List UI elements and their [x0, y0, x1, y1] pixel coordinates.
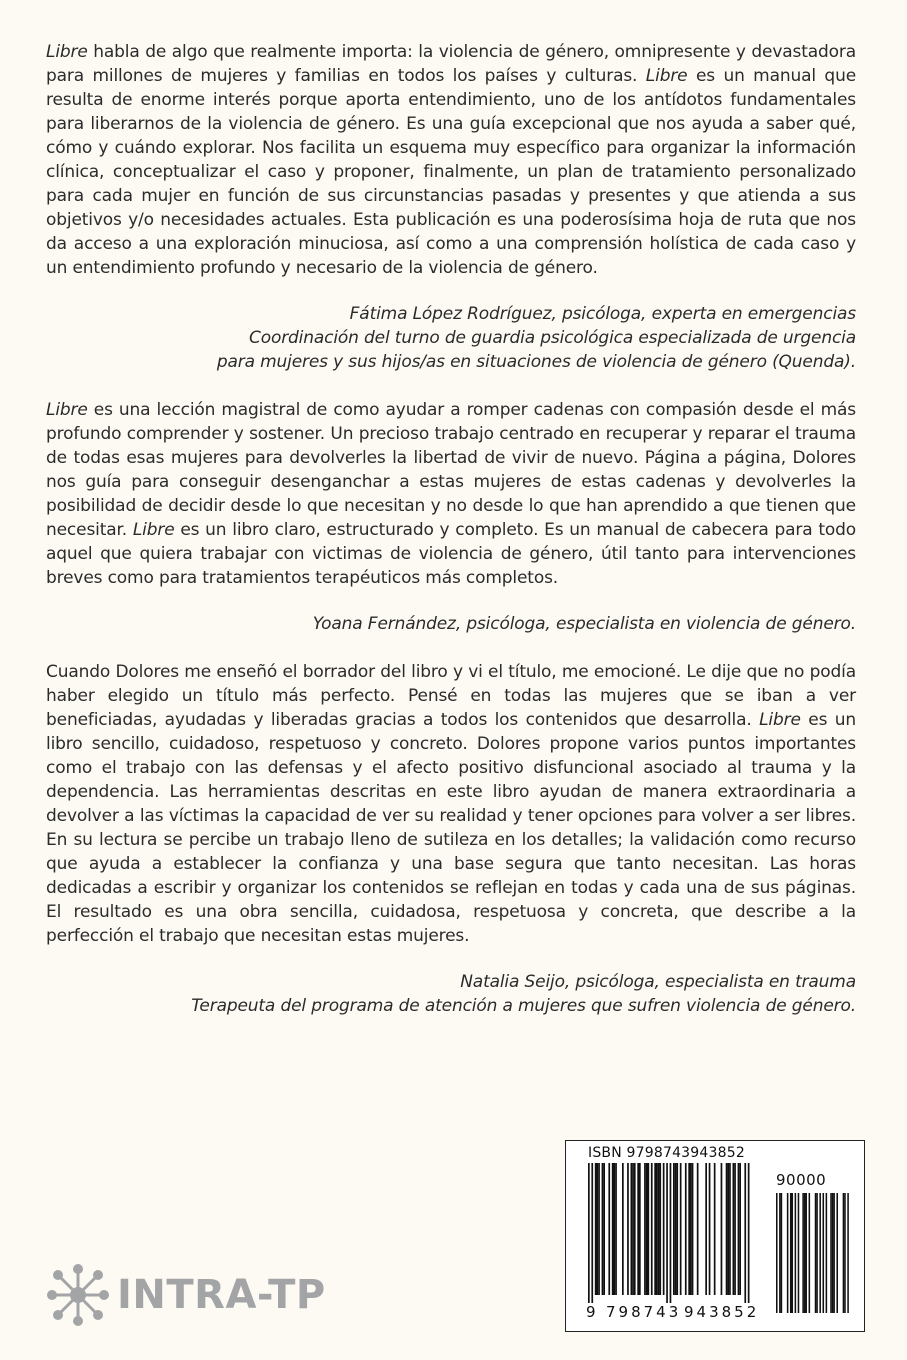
barcode-bar [654, 1163, 656, 1295]
barcode-bar [705, 1163, 707, 1295]
barcode-bar [603, 1163, 605, 1295]
barcode-bar [622, 1163, 624, 1295]
addon-bar [795, 1193, 797, 1313]
attribution-3-role: Terapeuta del programa de atención a mujeres que sufren violencia de género. [191, 996, 856, 1016]
barcode-bar [697, 1163, 699, 1295]
barcode-bar [692, 1163, 694, 1295]
barcode-bar [726, 1163, 728, 1295]
barcode-bar [631, 1163, 633, 1295]
attribution-1-role-cont: para mujeres y sus hijos/as en situaciones de violencia de género (Quenda). [216, 352, 856, 372]
addon-bar [792, 1193, 794, 1313]
isbn-label: ISBN 9798743943852 [588, 1145, 745, 1161]
barcode-bar [688, 1163, 690, 1295]
addon-bar [779, 1193, 781, 1313]
book-title: Libre [645, 66, 688, 86]
barcode-bar [646, 1163, 648, 1295]
barcode-bar [734, 1163, 736, 1295]
barcode-bar [659, 1163, 661, 1295]
book-title: Libre [759, 710, 801, 730]
barcode-bar [663, 1163, 665, 1295]
barcode-bar [685, 1163, 687, 1295]
addon-bar [809, 1193, 811, 1313]
addon-bar [815, 1193, 817, 1313]
barcode-bar [680, 1163, 682, 1295]
barcode-bar [721, 1163, 723, 1295]
attribution-1-role: Coordinación del turno de guardia psicológica especializada de urgencia [248, 328, 856, 348]
molecule-network-icon [45, 1262, 111, 1328]
book-title: Libre [46, 400, 88, 420]
barcode-bar [608, 1163, 610, 1295]
addon-bar [787, 1193, 789, 1313]
barcode-bar [733, 1163, 735, 1295]
review-3: Cuando Dolores me enseñó el borrador del libro y vi el título, me emocioné. Le dije que no podía haber elegido un título más perfecto. Pensé en todas las mujeres que se iban a ver beneficiadas, ayudadas y liberadas gracias a todos los contenidos que desarrolla. Libre es un libro sencillo, cuidadoso, respetuoso y concreto. Dolores propone varios puntos importantes como el trabajo con las defensas y el afecto positivo disfuncional asociado al trauma y la dependencia. Las herramientas descritas en este libro ayudan de manera extraordinaria a devolver a las víctimas la capacidad de ver su realidad y tener opciones para volver a ser libres. En su lectura se percibe un trabajo lleno de sutileza en los detalles; la validación como recurso que ayuda a establecer la confianza y una base segura que tanto necesitan. Las horas dedicadas a escribir y organizar los contenidos se reflejan en todas y cada una de sus páginas. El resultado es una obra sencilla, cuidadosa, respetuosa y concreta, que describe a la perfección el trabajo que necesitan estas mujeres. [46, 662, 856, 946]
barcode-bar [634, 1163, 636, 1295]
addon-bar [833, 1193, 835, 1313]
addon-bar [819, 1193, 821, 1313]
addon-bar [843, 1193, 845, 1313]
addon-bar [847, 1193, 849, 1313]
barcode-bar [744, 1163, 746, 1303]
barcode-bar [614, 1163, 616, 1295]
addon-bar [816, 1193, 818, 1313]
addon-bar [836, 1193, 838, 1313]
barcode-bar [727, 1163, 729, 1295]
addon-bar [844, 1193, 846, 1313]
barcode-bar [676, 1163, 678, 1295]
barcode-bar [748, 1163, 750, 1303]
review-1: Libre habla de algo que realmente importa: la violencia de género, omnipresente y devastadora para millones de mujeres y familias en todos los países y culturas. Libre es un manual que resulta de enorme interés porque aporta entendimiento, uno de los antídotos fundamentales para liberarnos de la violencia de género. Es una guía excepcional que nos ayuda a saber qué, cómo y cuándo explorar. Nos facilita un esquema muy específico para organizar la información clínica, conceptualizar el caso y proponer, finalmente, un plan de tratamiento personalizado para cada mujer en función de sus circunstancias pasadas y presentes y que atienda a sus objetivos y/o necesidades actuales. Esta publicación es una poderosísima hoja de ruta que nos da acceso a una exploración minuciosa, así como a una comprensión holística de cada caso y un entendimiento profundo y necesario de la violencia de género. [46, 42, 857, 278]
barcode-bar [714, 1163, 716, 1295]
book-title: Libre [132, 520, 175, 540]
barcode-bar [739, 1163, 741, 1295]
barcode-bar [615, 1163, 617, 1295]
addon-bar [802, 1193, 804, 1313]
barcode-right-digits: 943852 [684, 1303, 760, 1321]
publisher-logo [45, 1262, 326, 1328]
barcode-bar [637, 1163, 639, 1295]
addon-bar [804, 1193, 806, 1313]
barcode-bar [709, 1163, 711, 1295]
barcode-bar [738, 1163, 740, 1295]
addon-bar [805, 1193, 807, 1313]
addon-bar [790, 1193, 792, 1313]
barcode-bar [648, 1163, 650, 1295]
barcode-bar [627, 1163, 629, 1295]
barcode-bar [670, 1163, 672, 1303]
barcode-bar [639, 1163, 641, 1295]
barcode-left-digits: 798743 [606, 1303, 682, 1321]
book-title: Libre [46, 42, 88, 62]
attribution-1-name: Fátima López Rodríguez, psicóloga, experta en emergencias [349, 304, 856, 324]
barcode-bar [595, 1163, 597, 1295]
barcode-bar [658, 1163, 660, 1295]
addon-bar [830, 1193, 832, 1313]
barcode-bar [729, 1163, 731, 1295]
barcode-bar [597, 1163, 599, 1295]
addon-bar [781, 1193, 783, 1313]
back-cover-text [46, 40, 856, 1018]
review-2: Libre es una lección magistral de como ayudar a romper cadenas con compasión desde el más profundo comprender y sostener. Un precioso trabajo centrado en recuperar y reparar el trauma de todas esas mujeres para devolverles la libertad de vivir de nuevo. Página a página, Dolores nos guía para conseguir desenganchar a estas mujeres de estas cadenas y devolverles la posibilidad de decidir desde lo que necesitan y no desde lo que han aprendido a que tienen que necesitar. Libre es un libro claro, estructurado y completo. Es un manual de cabecera para todo aquel que quiera trabajar con victimas de violencia de género, útil tanto para intervenciones breves como para tratamientos terapéuticos más completos. [46, 400, 857, 588]
barcode-bar [644, 1163, 646, 1295]
barcode-bar [690, 1163, 692, 1295]
barcode-bar [632, 1163, 634, 1295]
barcode-bar [588, 1163, 590, 1303]
barcode-bar [591, 1163, 593, 1303]
addon-bar [776, 1193, 778, 1313]
barcode-first-digit: 9 [586, 1303, 596, 1321]
addon-bar [832, 1193, 834, 1313]
publisher-name: INTRA-TP [117, 1272, 326, 1318]
barcode-bar [598, 1163, 600, 1295]
isbn-barcode [565, 1140, 865, 1332]
barcode-bar [612, 1163, 614, 1295]
barcode-bar [673, 1163, 675, 1295]
addon-bar [823, 1193, 825, 1313]
addon-bar [826, 1193, 828, 1313]
addon-number: 90000 [776, 1171, 827, 1189]
barcode-bar [666, 1163, 668, 1303]
addon-bar [798, 1193, 800, 1313]
barcode-bar [651, 1163, 653, 1295]
attribution-3-name: Natalia Seijo, psicóloga, especialista en trauma [460, 972, 856, 992]
barcode-bar [675, 1163, 677, 1295]
barcode-bar [602, 1163, 604, 1295]
barcode-bar [656, 1163, 658, 1295]
attribution-2-name: Yoana Fernández, psicóloga, especialista en violencia de género. [312, 614, 856, 634]
